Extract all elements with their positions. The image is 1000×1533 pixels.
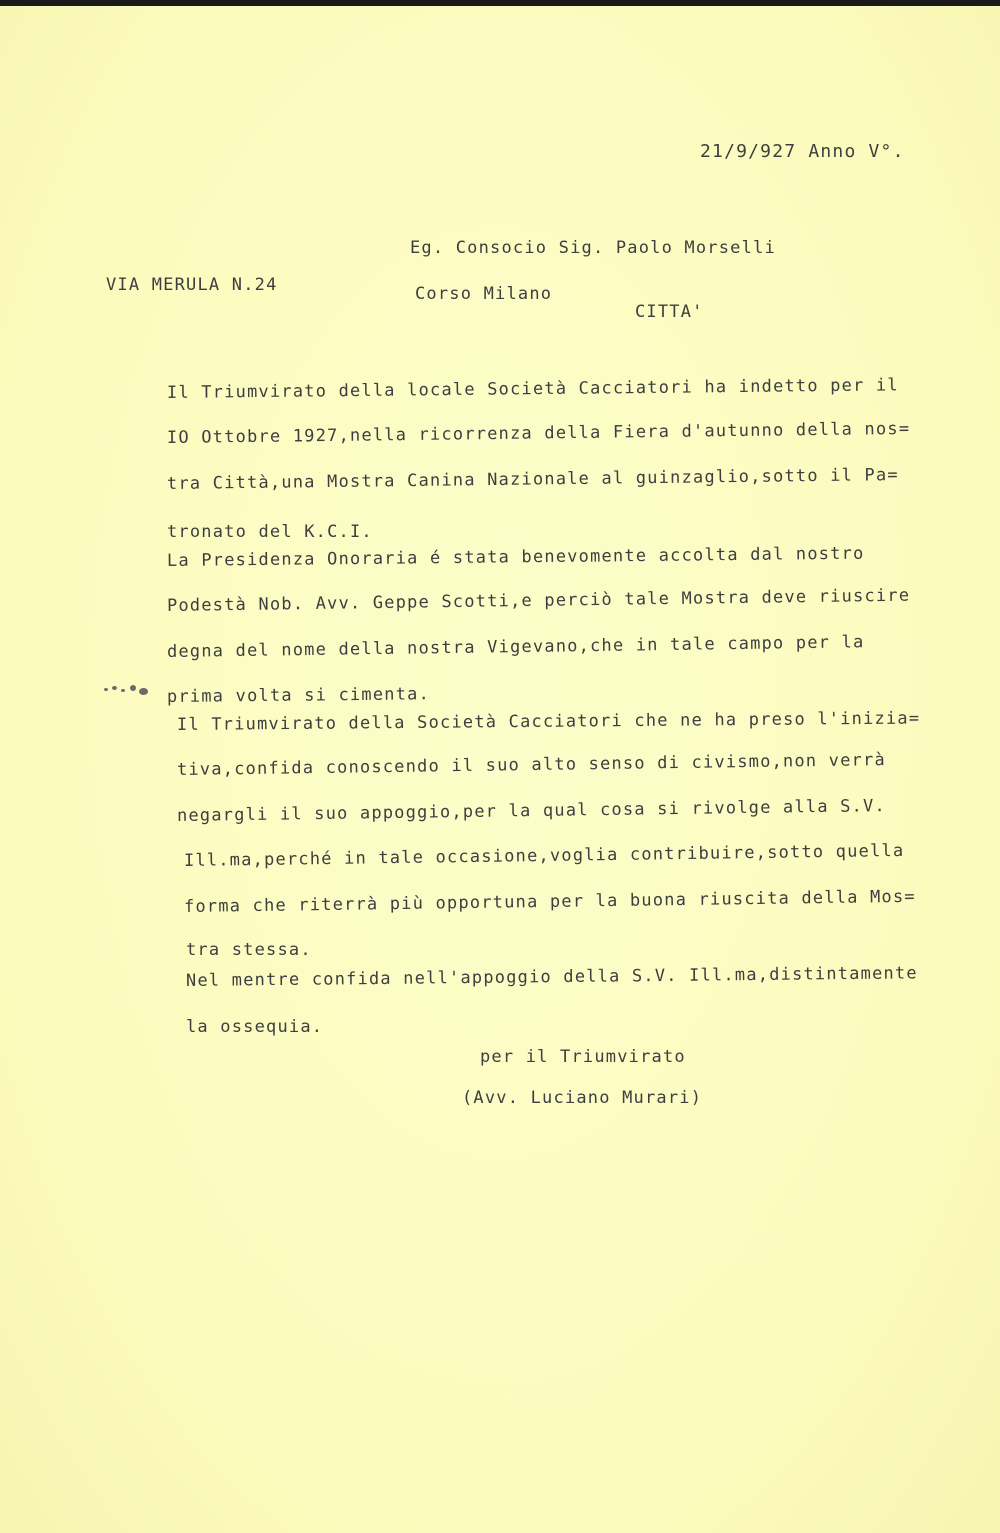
body-line: la ossequia.	[186, 1017, 324, 1037]
ink-speck	[130, 685, 136, 691]
ink-speck	[121, 689, 125, 692]
ink-speck	[104, 688, 108, 691]
body-line: IO Ottobre 1927,nella ricorrenza della Fiera d'autunno della nos=	[166, 418, 911, 448]
body-line: Il Triumvirato della Società Cacciatori che ne ha preso l'inizia=	[176, 708, 921, 735]
signature-for-line: per il Triumvirato	[480, 1047, 686, 1067]
ink-smudge-mark	[104, 683, 154, 697]
ink-speck	[112, 686, 117, 690]
addressee-street: Corso Milano	[415, 284, 553, 304]
body-line: prima volta si cimenta.	[166, 684, 431, 707]
ink-speck	[139, 688, 148, 695]
body-line: La Presidenza Onoraria é stata benevomente accolta dal nostro	[166, 543, 865, 571]
signature-name: (Avv. Luciano Murari)	[462, 1088, 703, 1108]
body-line: Ill.ma,perché in tale occasione,voglia contribuire,sotto quella	[183, 840, 905, 871]
addressee-city: CITTA'	[635, 302, 704, 322]
body-line: tronato del K.C.I.	[167, 522, 373, 542]
body-line: tra stessa.	[186, 940, 312, 960]
body-line: tra Città,una Mostra Canina Nazionale al guinzaglio,sotto il Pa=	[166, 465, 899, 494]
body-line: Nel mentre confida nell'appoggio della S.V. Ill.ma,distintamente	[185, 963, 918, 991]
addressee-name: Eg. Consocio Sig. Paolo Morselli	[410, 238, 776, 258]
letter-date: 21/9/927 Anno V°.	[700, 141, 905, 162]
body-line: tiva,confida conoscendo il suo alto senso di civismo,non verrà	[176, 750, 887, 780]
body-line: degna del nome della nostra Vigevano,che in tale campo per la	[166, 632, 865, 662]
body-line: Il Triumvirato della locale Società Cacciatori ha indetto per il	[166, 375, 899, 403]
body-line: Podestà Nob. Avv. Geppe Scotti,e perciò tale Mostra deve riuscire	[166, 585, 911, 616]
body-line: negargli il suo appoggio,per la qual cosa si rivolge alla S.V.	[176, 796, 887, 826]
body-line: forma che riterrà più opportuna per la buona riuscita della Mos=	[183, 886, 916, 917]
sender-address: VIA MERULA N.24	[106, 275, 278, 295]
